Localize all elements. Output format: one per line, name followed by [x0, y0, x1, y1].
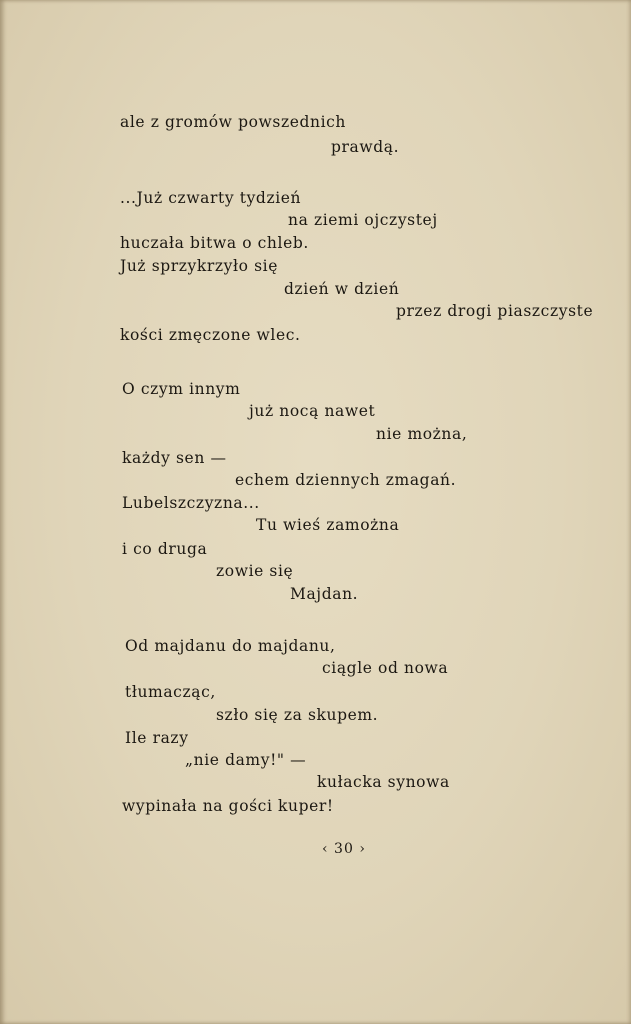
poem-line: ale z gromów powszednich [120, 113, 347, 131]
poem-line: szło się za skupem. [216, 706, 379, 724]
poem-line: Ile razy [125, 729, 189, 747]
poem-line: Tu wieś zamożna [256, 516, 400, 534]
poem-line: już nocą nawet [249, 402, 376, 420]
poem-line: ...Już czwarty tydzień [120, 189, 302, 207]
poem-line: dzień w dzień [284, 280, 400, 298]
poem-line: Już sprzykrzyło się [120, 257, 278, 275]
poem-line: i co druga [122, 540, 208, 558]
poem-line: O czym innym [122, 380, 241, 398]
poem-line: wypinała na gości kuper! [122, 797, 334, 815]
poem-line: kości zmęczone wlec. [120, 326, 301, 344]
poem-line: każdy sen — [122, 449, 227, 467]
poem-line: prawdą. [331, 138, 400, 156]
poem-line: tłumacząc, [125, 683, 216, 701]
poem-line: kułacka synowa [317, 773, 450, 791]
poem-line: ciągle od nowa [322, 659, 449, 677]
poem-line: Od majdanu do majdanu, [125, 637, 336, 655]
poem-line: nie można, [376, 425, 468, 443]
poem-line: na ziemi ojczystej [288, 211, 438, 229]
poem-line: „nie damy!" — [185, 751, 307, 769]
page-number: ‹ 30 › [322, 841, 366, 857]
poem-line: Majdan. [290, 585, 359, 603]
poem-line: echem dziennych zmagań. [235, 471, 457, 489]
poem-line: przez drogi piaszczyste [396, 302, 594, 320]
poem-line: zowie się [216, 562, 294, 580]
poem-line: huczała bitwa o chleb. [120, 234, 309, 252]
poem-line: Lubelszczyzna... [122, 494, 260, 512]
